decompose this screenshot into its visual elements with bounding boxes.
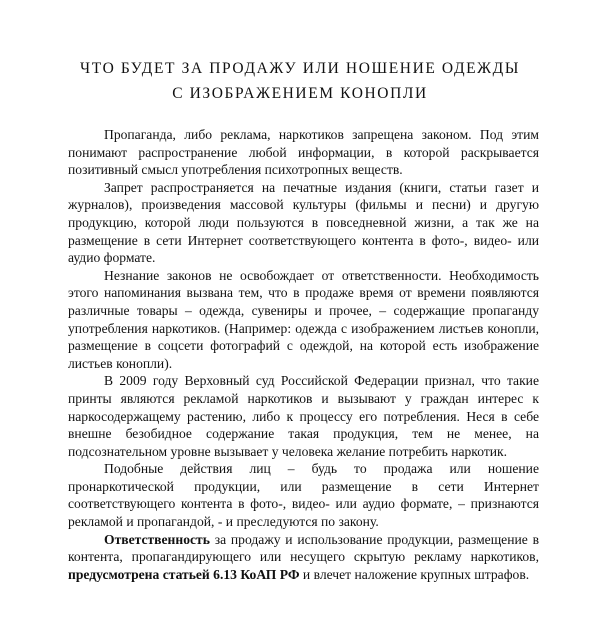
paragraph-4: В 2009 году Верховный суд Российской Федерации признал, что такие принты являются рекламой наркотиков и вызывают у граждан интерес к наркосодержащему растению, либо к процессу его потребления. Неся в себе внешне безобидное содержание такая продукция, тем не менее, на подсознательном уровне вызывает у человека желание потребить наркотик. bbox=[68, 373, 539, 459]
paragraph-5: Подобные действия лиц – будь то продажа или ношение пронаркотической продукции, или размещение в сети Интернет соответствующего контента в фото-, видео- или аудио формате, – признаются рекламой и пропагандой, - и преследуются по закону. bbox=[68, 461, 539, 530]
document-title bbox=[60, 56, 540, 106]
paragraph-2: Запрет распространяется на печатные издания (книги, статьи газет и журналов), произведения массовой культуры (фильмы и песни) и другую продукцию, которой люди пользуются в повседневной жизни, а так же на размещение в сети Интернет соответствующего контента в фото-, видео- или аудио формате. bbox=[68, 179, 539, 266]
title-line-2: С ИЗОБРАЖЕНИЕМ КОНОПЛИ bbox=[172, 85, 428, 102]
paragraph-3: Незнание законов не освобождает от ответственности. Необходимость этого напоминания вызвана тем, что в продаже время от времени появляются различные товары – одежда, сувениры и прочее, – содержащие пропаганду употребления наркотиков. (Например: одежда с изображением листьев конопли, размещение в соцсети фотографий с одеждой, на которой есть изображение листьев конопли). bbox=[68, 267, 539, 371]
paragraph-1: Пропаганда, либо реклама, наркотиков запрещена законом. Под этим понимают распространение любой информации, в которой раскрывается позитивный смысл употребления психотропных веществ. bbox=[68, 127, 539, 178]
paragraph-6-text-1: за продажу и использование продукции, размещение в контента, пропагандирующего или несущего скрытую рекламу наркотиков, bbox=[68, 531, 539, 565]
paragraph-6-text-2: и влечет наложение крупных штрафов. bbox=[299, 566, 530, 582]
document-body bbox=[68, 126, 539, 583]
paragraph-6 bbox=[68, 531, 539, 584]
title-line-1: ЧТО БУДЕТ ЗА ПРОДАЖУ ИЛИ НОШЕНИЕ ОДЕЖДЫ bbox=[80, 60, 520, 77]
article-reference-bold: предусмотрена статьей 6.13 КоАП РФ bbox=[68, 566, 300, 582]
responsibility-bold: Ответственность bbox=[104, 531, 210, 547]
